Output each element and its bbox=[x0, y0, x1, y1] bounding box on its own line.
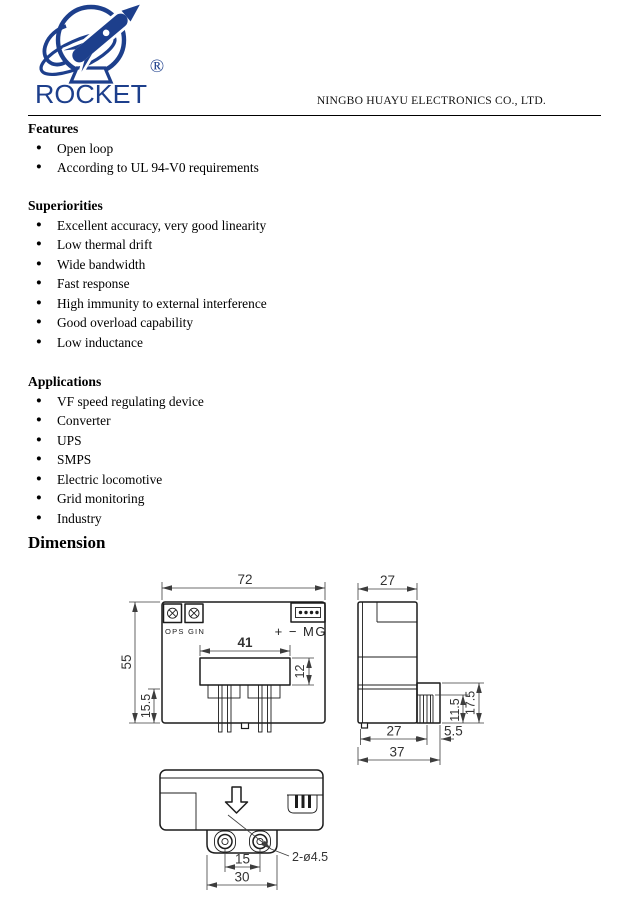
section-superiorities bbox=[28, 196, 603, 353]
registered-mark: ® bbox=[149, 56, 165, 77]
section-applications bbox=[28, 372, 603, 529]
insert-direction-arrow-icon bbox=[226, 787, 248, 813]
dim-side-body-depth: 27 bbox=[386, 723, 402, 739]
company-name: NINGBO HUAYU ELECTRONICS CO., LTD. bbox=[316, 94, 546, 107]
list-item: ● Excellent accuracy, very good linearity bbox=[28, 216, 603, 236]
side-connector-hatch bbox=[417, 695, 433, 723]
list-item: ● Grid monitoring bbox=[28, 489, 603, 509]
list-item: ● Open loop bbox=[28, 139, 603, 159]
pin-connector-label: + − MG bbox=[274, 624, 327, 639]
dim-front-bar-height: 12 bbox=[293, 664, 307, 679]
dim-hole-pitch: 15 bbox=[234, 851, 251, 867]
list-item: ● Wide bandwidth bbox=[28, 255, 603, 275]
dimension-drawing bbox=[95, 565, 545, 895]
section-features bbox=[28, 119, 603, 178]
side-view bbox=[358, 573, 484, 765]
dim-side-conn-inner: 11.5 bbox=[448, 698, 462, 722]
dim-hole-note: 2-ø4.5 bbox=[292, 850, 329, 864]
dim-front-height: 55 bbox=[119, 654, 134, 670]
dim-tab-width: 30 bbox=[234, 869, 250, 885]
list-item: ● Fast response bbox=[28, 274, 603, 294]
front-locating-tab bbox=[242, 723, 249, 729]
list-item: ● SMPS bbox=[28, 450, 603, 470]
front-body-outline bbox=[162, 602, 325, 723]
list-item: ● Good overload capability bbox=[28, 313, 603, 333]
busbar bbox=[200, 658, 290, 685]
brand-name: ROCKET bbox=[35, 79, 148, 109]
dim-side-conn-depth: 5.5 bbox=[444, 723, 463, 739]
section-title: Applications bbox=[28, 374, 102, 389]
list-item: ● Low thermal drift bbox=[28, 235, 603, 255]
front-view bbox=[119, 572, 327, 732]
rocket-logo bbox=[30, 2, 170, 112]
side-locating-tab bbox=[362, 723, 368, 728]
comb-connector-icon bbox=[287, 795, 323, 813]
list-item: ● According to UL 94-V0 requirements bbox=[28, 158, 603, 178]
side-body-details bbox=[358, 602, 417, 723]
list-item: ● VF speed regulating device bbox=[28, 392, 603, 412]
dimension-heading: Dimension bbox=[28, 533, 106, 552]
dim-front-pin-offset: 15.5 bbox=[139, 693, 153, 719]
dim-side-depth: 27 bbox=[379, 573, 396, 588]
section-title: Features bbox=[28, 121, 79, 136]
list-item: ● UPS bbox=[28, 431, 603, 451]
list-item: ● Low inductance bbox=[28, 333, 603, 353]
bottom-view bbox=[160, 770, 328, 890]
list-item: ● Converter bbox=[28, 411, 603, 431]
screw-terminal-1 bbox=[164, 604, 182, 623]
terminal-label: OPS GIN bbox=[165, 627, 206, 636]
section-title: Superiorities bbox=[28, 198, 103, 213]
bottom-body-details bbox=[160, 778, 323, 830]
superiority-list bbox=[28, 216, 603, 353]
pin-connector bbox=[291, 603, 325, 622]
screw-terminal-2 bbox=[185, 604, 203, 623]
list-item: ● Electric locomotive bbox=[28, 470, 603, 490]
dim-front-width: 72 bbox=[237, 572, 253, 587]
feature-list bbox=[28, 139, 603, 178]
side-connector-block bbox=[417, 683, 440, 723]
side-body-outline bbox=[358, 602, 417, 723]
header-rule bbox=[28, 115, 601, 116]
list-item: ● Industry bbox=[28, 509, 603, 529]
list-item: ● High immunity to external interference bbox=[28, 294, 603, 314]
dim-side-total-depth: 37 bbox=[389, 744, 405, 760]
dim-side-conn-outer: 17.5 bbox=[463, 690, 478, 716]
hole-leader bbox=[228, 815, 289, 856]
application-list bbox=[28, 392, 603, 529]
dim-front-bar-width: 41 bbox=[237, 635, 253, 650]
